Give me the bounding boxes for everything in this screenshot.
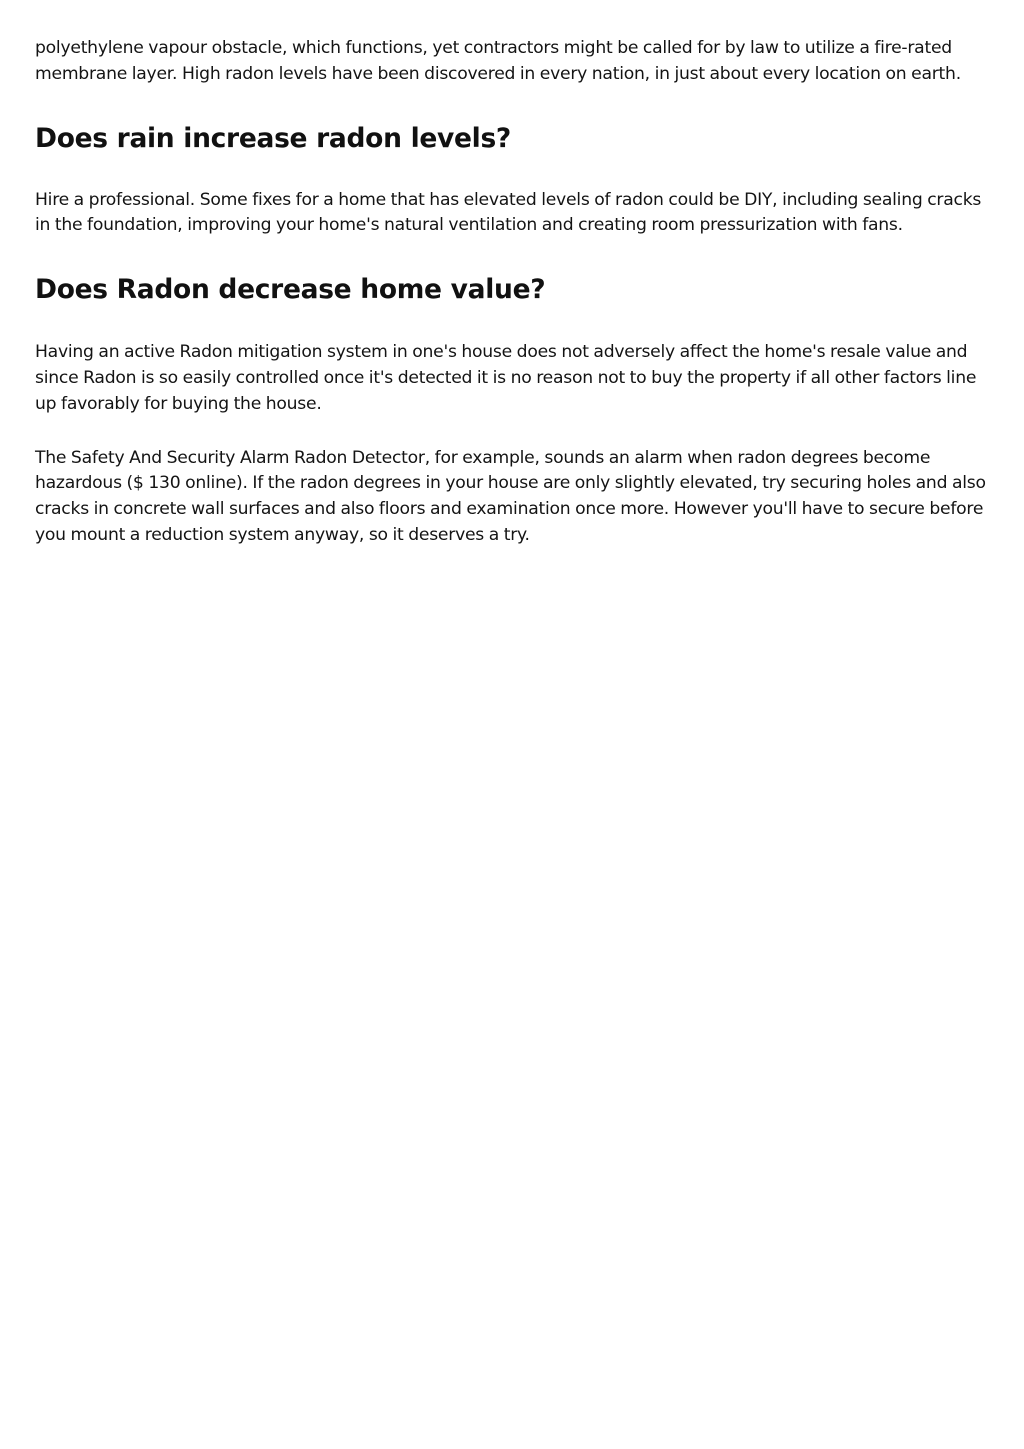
section-paragraph-home-value: Having an active Radon mitigation system in one's house does not adversely affect the home's resale value and since Radon is so easily controlled once it's detected it is no reason not to buy the property if all other factors line up favorably for buying the house. <box>35 342 977 414</box>
document-body <box>35 36 990 549</box>
section-heading-rain-radon: Does rain increase radon levels? <box>35 122 512 154</box>
section-heading-home-value: Does Radon decrease home value? <box>35 274 546 306</box>
section-paragraph-radon-detector: The Safety And Security Alarm Radon Detector, for example, sounds an alarm when radon degrees become hazardous ($ 130 online). If the radon degrees in your house are only slightly elevated, try securing holes and also cracks in concrete wall surfaces and also floors and examination once more. However you'll have to secure before you mount a reduction system anyway, so it deserves a try. <box>35 447 986 545</box>
section-paragraph-rain-radon: Hire a professional. Some fixes for a home that has elevated levels of radon could be DIY, including sealing cracks in the foundation, improving your home's natural ventilation and creating room pressurization with fans. <box>35 189 982 236</box>
intro-paragraph: polyethylene vapour obstacle, which functions, yet contractors might be called for by law to utilize a fire-rated membrane layer. High radon levels have been discovered in every nation, in just about every location on earth. <box>35 38 961 84</box>
